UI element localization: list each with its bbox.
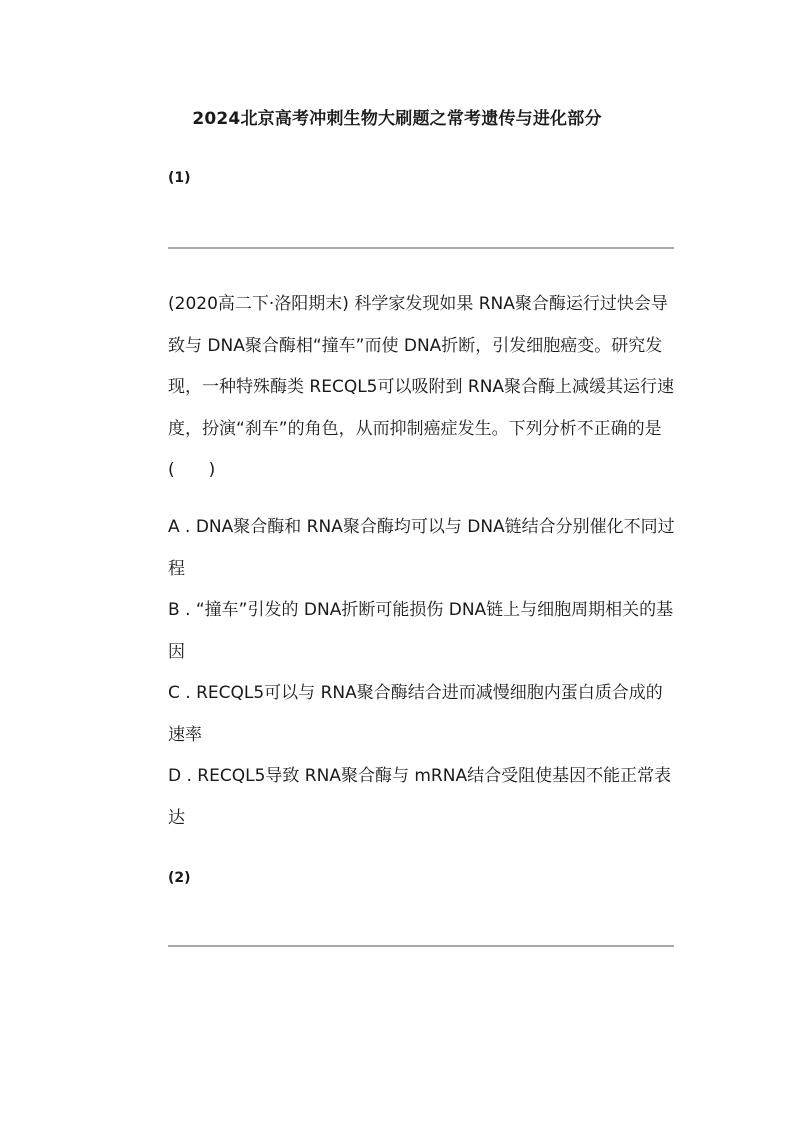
page-title: 2024北京高考冲刺生物大刷题之常考遗传与进化部分 <box>192 109 602 129</box>
question-number: (2) <box>168 870 191 886</box>
option-b[interactable]: B . “撞车”引发的 DNA折断可能损伤 DNA链上与细胞周期相关的基因 <box>168 600 674 662</box>
option-c[interactable]: C . RECQL5可以与 RNA聚合酶结合进而减慢细胞内蛋白质合成的速率 <box>168 683 663 745</box>
answer-options <box>168 507 678 839</box>
question-stem: (2020高二下·洛阳期末) 科学家发现如果 RNA聚合酶运行过快会导致与 DNA聚合酶相“撞车”而使 DNA折断，引发细胞癌变。研究发现，一种特殊酶类 RECQL5可以吸附到 RNA聚合酶上减缓其运行速度，扮演“刹车”的角色，从而抑制癌症发生。下列分析不正确的是 ( ) <box>168 294 675 480</box>
answer-divider <box>168 945 674 947</box>
option-a[interactable]: A . DNA聚合酶和 RNA聚合酶均可以与 DNA链结合分别催化不同过程 <box>168 517 675 579</box>
answer-divider <box>168 247 674 249</box>
question-number: (1) <box>168 170 191 186</box>
option-d[interactable]: D . RECQL5导致 RNA聚合酶与 mRNA结合受阻使基因不能正常表达 <box>168 766 672 828</box>
